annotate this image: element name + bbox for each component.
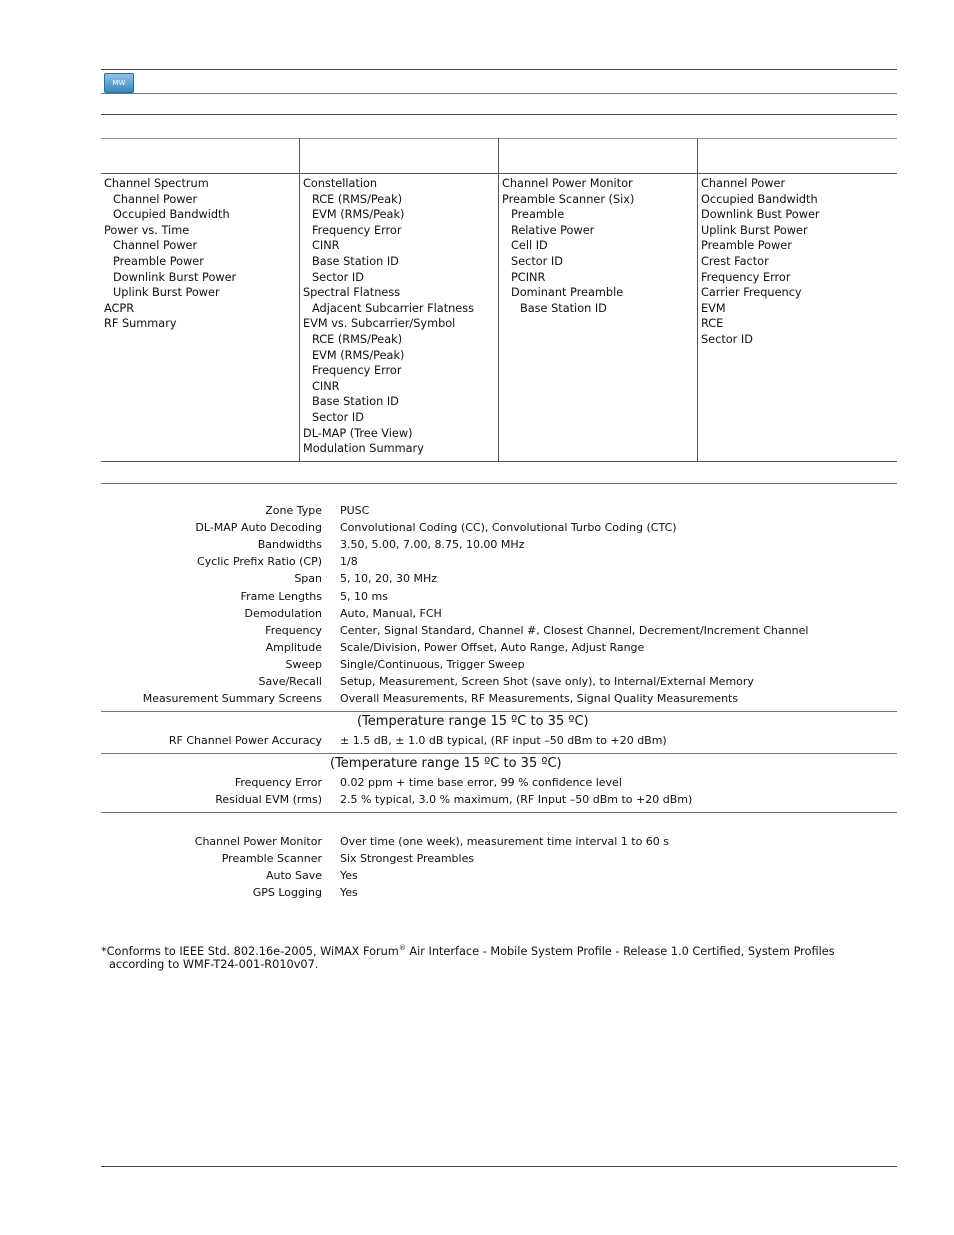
spec-value: Setup, Measurement, Screen Shot (save only), to Internal/External Memory xyxy=(340,675,754,688)
spec-label: Sweep xyxy=(285,657,322,671)
spec-row xyxy=(101,519,897,536)
spec-label: Span xyxy=(294,572,322,586)
measurement-item: Occupied Bandwidth xyxy=(701,192,818,206)
spec-row xyxy=(101,588,897,605)
measurement-item: Frequency Error xyxy=(312,364,402,378)
column-rf-measurements xyxy=(104,176,236,332)
spec-row xyxy=(101,732,897,749)
measurements-table xyxy=(101,138,897,462)
measurement-item: Channel Power xyxy=(113,239,198,253)
spec-row xyxy=(101,867,897,884)
demod-temp-note: (Temperature range 15 ºC to 35 ºC) xyxy=(330,756,562,771)
spec-label: Zone Type xyxy=(265,504,322,517)
page-bottom-rule xyxy=(101,1166,897,1167)
measurement-item: Crest Factor xyxy=(701,254,769,268)
column-divider xyxy=(299,138,300,462)
spec-label: Demodulation xyxy=(244,606,322,620)
measurement-item: Uplink Burst Power xyxy=(113,286,220,300)
measurement-item: CINR xyxy=(312,379,340,393)
spec-value: ± 1.5 dB, ± 1.0 dB typical, (RF input –50 dBm to +20 dBm) xyxy=(340,734,667,747)
spec-label: GPS Logging xyxy=(252,886,322,900)
measurement-item: Channel Spectrum xyxy=(104,177,209,190)
spec-value: 3.50, 5.00, 7.00, 8.75, 10.00 MHz xyxy=(340,538,525,552)
measurement-item: EVM vs. Subcarrier/Symbol xyxy=(303,317,456,331)
spec-value: Single/Continuous, Trigger Sweep xyxy=(340,657,525,671)
spec-row xyxy=(101,639,897,656)
measurement-item: RCE (RMS/Peak) xyxy=(312,332,403,346)
measurement-item: Channel Power xyxy=(113,192,198,206)
spec-row xyxy=(101,502,897,519)
measurement-item: Frequency Error xyxy=(701,270,791,284)
spec-row xyxy=(101,553,897,570)
footnote xyxy=(101,942,881,972)
measurement-item: Occupied Bandwidth xyxy=(113,208,230,222)
spec-label: RF Channel Power Accuracy xyxy=(168,734,322,747)
spec-label: Cyclic Prefix Ratio (CP) xyxy=(197,555,322,569)
spec-label: Frequency xyxy=(265,623,322,637)
measurement-item: Uplink Burst Power xyxy=(701,223,808,237)
header-bottom-rule xyxy=(101,93,897,94)
spec-label: Bandwidths xyxy=(257,538,322,552)
column-divider xyxy=(498,138,499,462)
column-over-the-air xyxy=(502,176,634,316)
spec-row xyxy=(101,536,897,553)
spec-row xyxy=(101,791,897,808)
spec-row xyxy=(101,656,897,673)
spec-row xyxy=(101,673,897,690)
spec-value: Overall Measurements, RF Measurements, Signal Quality Measurements xyxy=(340,692,739,706)
measurement-item: Cell ID xyxy=(511,239,548,253)
measurement-item: Frequency Error xyxy=(312,223,402,237)
spec-value: Auto, Manual, FCH xyxy=(340,606,442,620)
measurement-item: Adjacent Subcarrier Flatness xyxy=(312,301,475,315)
column-divider xyxy=(697,138,698,462)
column-summary xyxy=(701,176,820,348)
spec-label: Measurement Summary Screens xyxy=(142,692,322,706)
spec-value: 1/8 xyxy=(340,555,358,569)
spec-row xyxy=(101,850,897,867)
spec-row xyxy=(101,605,897,622)
measurement-item: Relative Power xyxy=(511,223,595,237)
rf-temp-note: (Temperature range 15 ºC to 35 ºC) xyxy=(357,714,589,729)
measurement-item: Base Station ID xyxy=(520,301,607,315)
table-top-rule xyxy=(101,138,897,139)
spec-row xyxy=(101,833,897,850)
footnote-text: Air Interface - Mobile System Profile - Release 1.0 Certified, System Profiles xyxy=(405,944,835,958)
measurement-item: Downlink Bust Power xyxy=(701,208,820,222)
measurement-item: Power vs. Time xyxy=(104,223,190,237)
measurement-item: Sector ID xyxy=(511,254,563,268)
spec-row xyxy=(101,570,897,587)
table-header-rule xyxy=(101,173,897,174)
spec-row xyxy=(101,774,897,791)
spec-label: Frame Lengths xyxy=(240,589,322,603)
measurement-item: Preamble xyxy=(511,208,565,222)
measurement-item: EVM xyxy=(701,301,726,315)
spec-row xyxy=(101,884,897,901)
measurement-item: Sector ID xyxy=(312,410,364,424)
footnote-line-2: according to WMF-T24-001-R010v07. xyxy=(109,958,319,972)
measurement-item: RCE xyxy=(701,317,724,331)
column-demodulator xyxy=(303,176,474,457)
measurement-item: PCINR xyxy=(511,270,546,284)
measurement-item: DL-MAP (Tree View) xyxy=(303,426,413,440)
measurement-item: Sector ID xyxy=(312,270,364,284)
measurement-item: CINR xyxy=(312,239,340,253)
demod-rule xyxy=(101,753,897,754)
logo-icon xyxy=(104,73,134,93)
rf-rule xyxy=(101,711,897,712)
measurement-item: Constellation xyxy=(303,177,378,190)
spec-value: 2.5 % typical, 3.0 % maximum, (RF Input –50 dBm to +20 dBm) xyxy=(340,793,693,807)
measurement-item: Modulation Summary xyxy=(303,442,424,456)
logo-text: MW xyxy=(112,79,126,87)
spec-label: Preamble Scanner xyxy=(221,852,322,866)
spec-label: DL-MAP Auto Decoding xyxy=(195,521,322,535)
measurement-item: Downlink Burst Power xyxy=(113,270,237,284)
spec-value: Convolutional Coding (CC), Convolutional Turbo Coding (CTC) xyxy=(340,521,677,535)
spec-value: Six Strongest Preambles xyxy=(340,852,475,866)
header-top-rule xyxy=(101,69,897,70)
footnote-line-1 xyxy=(101,942,881,958)
spec-row xyxy=(101,690,897,707)
spec-value: Yes xyxy=(340,869,358,883)
spec-label: Auto Save xyxy=(265,869,322,883)
ota-rule xyxy=(101,812,897,813)
spec-value: Over time (one week), measurement time interval 1 to 60 s xyxy=(340,835,670,848)
measurement-item: ACPR xyxy=(104,301,135,315)
measurement-item: Base Station ID xyxy=(312,395,399,409)
spec-label: Amplitude xyxy=(265,640,322,654)
measurement-item: RF Summary xyxy=(104,317,177,331)
spec-label: Frequency Error xyxy=(234,776,322,789)
spec-value: Yes xyxy=(340,886,358,900)
measurement-item: Channel Power Monitor xyxy=(502,177,633,190)
spec-label: Save/Recall xyxy=(258,675,322,688)
section-rule xyxy=(101,114,897,115)
measurement-item: Preamble Power xyxy=(113,254,204,268)
table-bottom-rule xyxy=(101,461,897,462)
footnote-text: *Conforms to IEEE Std. 802.16e-2005, WiMAX Forum xyxy=(101,944,399,958)
measurement-item: EVM (RMS/Peak) xyxy=(312,348,405,362)
spec-value: Scale/Division, Power Offset, Auto Range, Adjust Range xyxy=(340,640,645,654)
spec-value: Center, Signal Standard, Channel #, Closest Channel, Decrement/Increment Channel xyxy=(340,623,809,637)
spec-value: 5, 10 ms xyxy=(340,589,388,603)
spec-top-rule xyxy=(101,483,897,484)
spec-row xyxy=(101,622,897,639)
measurement-item: EVM (RMS/Peak) xyxy=(312,208,405,222)
measurement-item: Channel Power xyxy=(701,177,786,190)
measurement-item: RCE (RMS/Peak) xyxy=(312,192,403,206)
spec-label: Residual EVM (rms) xyxy=(215,793,322,807)
spec-label: Channel Power Monitor xyxy=(194,835,322,848)
measurement-item: Sector ID xyxy=(701,332,753,346)
measurement-item: Preamble Power xyxy=(701,239,792,253)
measurement-item: Dominant Preamble xyxy=(511,286,624,300)
measurement-item: Base Station ID xyxy=(312,254,399,268)
measurement-item: Carrier Frequency xyxy=(701,286,802,300)
measurement-item: Spectral Flatness xyxy=(303,286,401,300)
spec-value: 0.02 ppm + time base error, 99 % confidence level xyxy=(340,776,622,789)
registered-mark: ® xyxy=(398,944,406,952)
measurement-item: Preamble Scanner (Six) xyxy=(502,192,635,206)
spec-value: 5, 10, 20, 30 MHz xyxy=(340,572,438,586)
spec-value: PUSC xyxy=(340,504,370,517)
